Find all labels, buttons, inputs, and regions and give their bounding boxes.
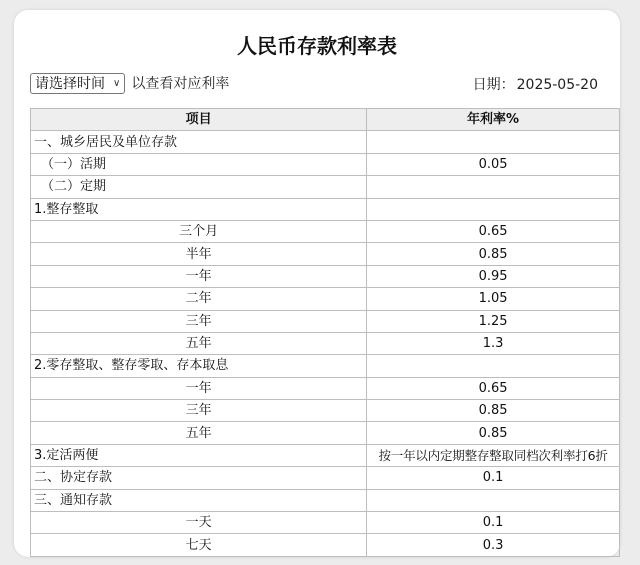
time-select-value: 请选择时间 (35, 76, 105, 92)
row-rate: 0.05 (367, 153, 620, 175)
table-row (31, 377, 620, 399)
row-item: 一、城乡居民及单位存款 (31, 131, 367, 153)
row-item: 三年 (31, 310, 367, 332)
row-item: 二年 (31, 288, 367, 310)
row-item: 三个月 (31, 220, 367, 242)
row-item: 五年 (31, 422, 367, 444)
table-row (31, 467, 620, 489)
table-header-row (31, 109, 620, 131)
row-rate: 0.1 (367, 512, 620, 534)
table-row (31, 131, 620, 153)
table-row (31, 534, 620, 556)
row-rate: 0.85 (367, 243, 620, 265)
row-rate (367, 355, 620, 377)
table-row (31, 355, 620, 377)
row-rate: 0.85 (367, 400, 620, 422)
row-rate: 0.95 (367, 265, 620, 287)
table-row (31, 310, 620, 332)
header-rate: 年利率% (367, 109, 620, 131)
table-row (31, 444, 620, 466)
row-rate: 0.1 (367, 467, 620, 489)
time-select[interactable] (30, 73, 125, 94)
table-row (31, 243, 620, 265)
row-item: （一）活期 (31, 153, 367, 175)
table-row (31, 332, 620, 354)
row-rate: 1.3 (367, 332, 620, 354)
row-item: 五年 (31, 332, 367, 354)
row-item: 二、协定存款 (31, 467, 367, 489)
table-row (31, 422, 620, 444)
row-item: 1.整存整取 (31, 198, 367, 220)
row-item: 一天 (31, 512, 367, 534)
row-rate: 1.05 (367, 288, 620, 310)
row-item: 3.定活两便 (31, 444, 367, 466)
row-rate: 0.85 (367, 422, 620, 444)
rate-card (14, 10, 620, 557)
table-row (31, 198, 620, 220)
header-item: 项目 (31, 109, 367, 131)
table-row (31, 512, 620, 534)
row-item: 七天 (31, 534, 367, 556)
rate-table (30, 108, 620, 557)
table-row (31, 288, 620, 310)
row-rate: 按一年以内定期整存整取同档次利率打6折 (367, 444, 620, 466)
row-rate: 1.25 (367, 310, 620, 332)
row-item: 半年 (31, 243, 367, 265)
chevron-down-icon: ∨ (113, 77, 121, 89)
row-item: 一年 (31, 265, 367, 287)
row-rate: 0.65 (367, 377, 620, 399)
date-label: 日期： (472, 77, 515, 93)
row-rate: 0.65 (367, 220, 620, 242)
row-item: 三年 (31, 400, 367, 422)
table-row (31, 176, 620, 198)
row-item: 三、通知存款 (31, 489, 367, 511)
table-row (31, 153, 620, 175)
table-row (31, 400, 620, 422)
table-row (31, 220, 620, 242)
select-hint: 以查看对应利率 (131, 76, 230, 92)
date-value: 2025-05-20 (516, 77, 598, 93)
row-rate (367, 198, 620, 220)
row-item: 2.零存整取、整存零取、存本取息 (31, 355, 367, 377)
time-select-controls (30, 71, 229, 95)
row-item: 一年 (31, 377, 367, 399)
row-rate: 0.3 (367, 534, 620, 556)
date-display (473, 74, 598, 94)
page-title: 人民币存款利率表 (237, 34, 397, 58)
table-row (31, 489, 620, 511)
row-rate (367, 131, 620, 153)
table-row (31, 265, 620, 287)
row-rate (367, 489, 620, 511)
row-item: （二）定期 (31, 176, 367, 198)
row-rate (367, 176, 620, 198)
